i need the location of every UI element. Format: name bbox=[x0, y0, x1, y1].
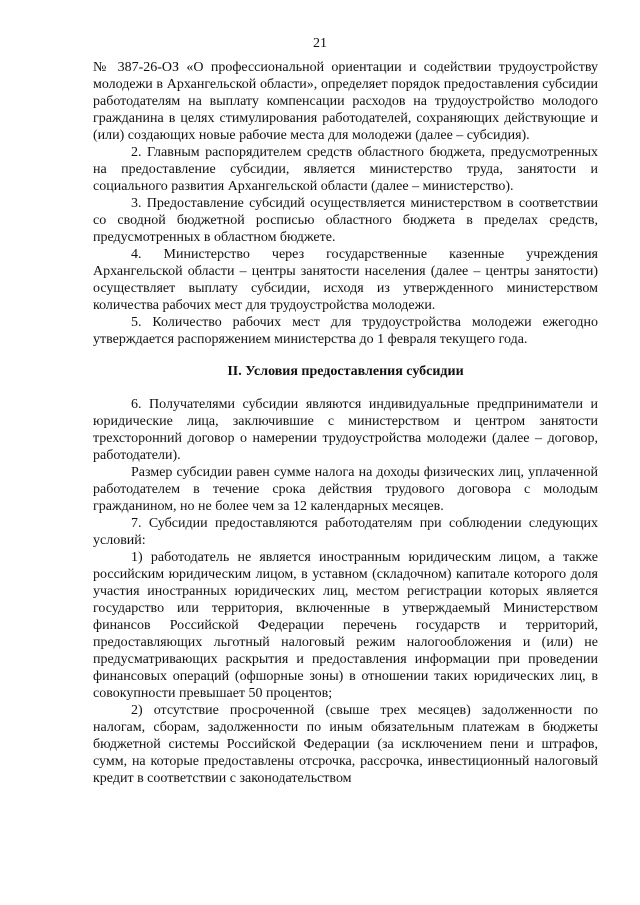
paragraph-condition-2: 2) отсутствие просроченной (свыше трех месяцев) задолженности по налогам, сборам, задолженности по иным обязательным платежам в бюджеты бюджетной системы Российской Федерации (за исключением пени и штрафов, сумм, на которые предоставлены отсрочка, рассрочка, инвестиционный налоговый кредит в соответствии с законодательством bbox=[93, 703, 598, 786]
paragraph-item-4: 4. Министерство через государственные казенные учреждения Архангельской области – центры занятости населения (далее – центры занятости) осуществляет выплату субсидии, исходя из утвержденного министерством количества рабочих мест для трудоустройства молодежи. bbox=[93, 247, 598, 313]
paragraph-item-7: 7. Субсидии предоставляются работодателям при соблюдении следующих условий: bbox=[93, 516, 598, 548]
paragraph-item-3: 3. Предоставление субсидий осуществляется министерством в соответствии со сводной бюджетной росписью областного бюджета в пределах средств, предусмотренных в областном бюджете. bbox=[93, 196, 598, 245]
section-title: II. Условия предоставления субсидии bbox=[227, 364, 464, 379]
paragraph-item-6: 6. Получателями субсидии являются индивидуальные предприниматели и юридические лица, заключившие с министерством и центром занятости трехсторонний договор о намерении трудоустройства молодежи (далее – договор, работодатели). bbox=[93, 397, 598, 463]
page-number: 21 bbox=[313, 36, 327, 51]
paragraph-subsidy-amount: Размер субсидии равен сумме налога на доходы физических лиц, уплаченной работодателем в течение срока действия трудового договора с молодым гражданином, но не более чем за 12 календарных месяцев. bbox=[93, 465, 598, 514]
paragraph-item-2: 2. Главным распорядителем средств областного бюджета, предусмотренных на предоставление субсидии, является министерство труда, занятости и социального развития Архангельской области (далее – министерство). bbox=[93, 145, 598, 194]
paragraph-law-reference: № 387-26-ОЗ «О профессиональной ориентации и содействии трудоустройству молодежи в Архангельской области», определяет порядок предоставления субсидии работодателям на выплату компенсации расходов на трудоустройство молодого гражданина в целях стимулирования работодателей, сохраняющих действующие и (или) создающих новые рабочие места для молодежи (далее – субсидия). bbox=[93, 60, 598, 143]
paragraph-condition-1: 1) работодатель не является иностранным юридическим лицом, а также российским юридическим лицом, в уставном (складочном) капитале которого доля участия иностранных юридических лиц, местом регистрации которых является государство или территория, включенные в утверждаемый Министерством финансов Российской Федерации перечень государств и территорий, предоставляющих льготный налоговый режим налогообложения и (или) не предусматривающих раскрытия и предоставления информации при проведении финансовых операций (офшорные зоны) в отношении таких юридических лиц, в совокупности превышает 50 процентов; bbox=[93, 550, 598, 701]
document-body bbox=[93, 59, 598, 787]
paragraph-item-5: 5. Количество рабочих мест для трудоустройства молодежи ежегодно утверждается распоряжением министерства до 1 февраля текущего года. bbox=[93, 315, 598, 347]
